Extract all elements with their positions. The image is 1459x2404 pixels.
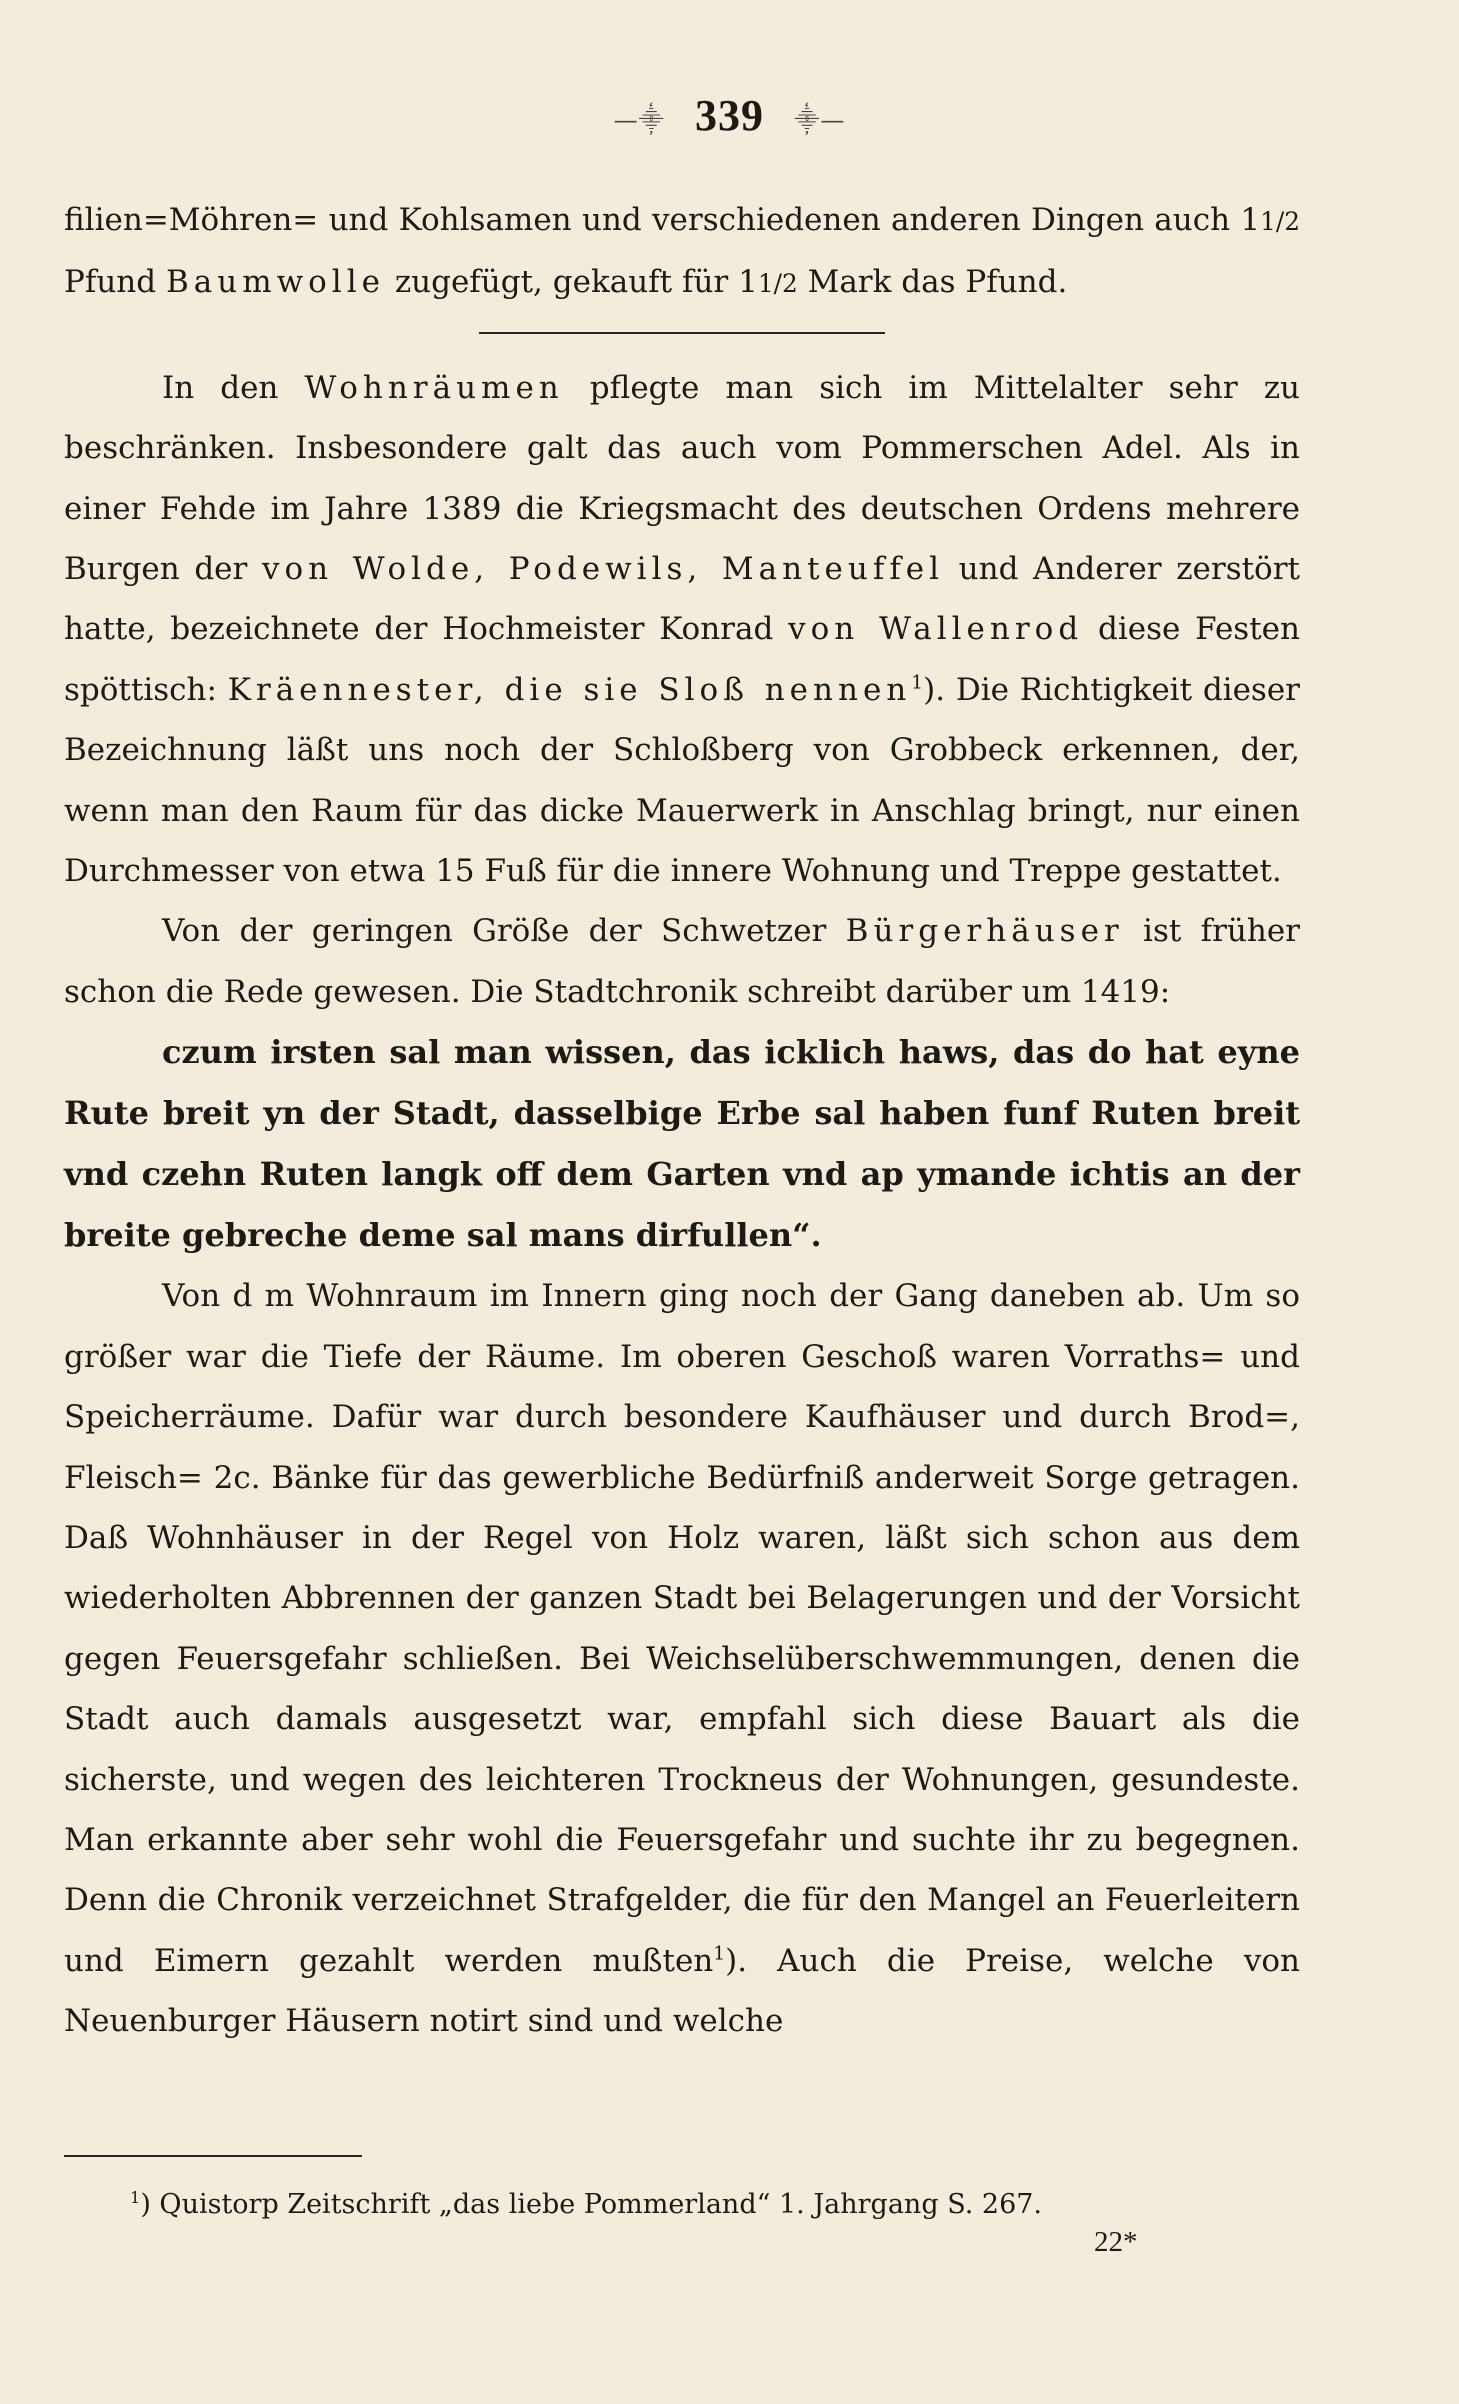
text-span: Von d m Wohnraum im Innern ging noch der Gang daneben ab. Um so größer war die Tiefe der Räume. Im oberen Geschoß waren Vorraths= und Speicherräume. Dafür war durch besondere Kaufhäuser und durch Brod=, Fleisch= 2c. Bänke für das gewerbliche Bedürfniß anderweit Sorge getragen. Daß Wohnhäuser in der Regel von Holz waren, läßt sich schon aus dem wiederholten Abbrennen der ganzen Stadt bei Belagerungen und der Vorsicht gegen Feuersgefahr schließen. Bei Weichselüberschwemmungen, denen die Stadt auch damals ausgesetzt war, empfahl sich diese Bauart als die sicherste, und wegen des leichteren Trockneus der Wohnungen, gesundeste. Man erkannte aber sehr wohl die Feuersgefahr und suchte ihr zu begegnen. Denn die Chronik verzeichnet Strafgelder, die für den Mangel an Feuerleitern und Eimern gezahlt werden mußten — [64, 1278, 1300, 1979]
text-span: Mark das Pfund. — [797, 264, 1068, 301]
text-span: filien=Möhren= und Kohlsamen und verschiedenen anderen Dingen auch 1 — [64, 202, 1261, 238]
text-span: diese Festen spöttisch: — [64, 611, 1300, 708]
fraction: 1/2 — [757, 269, 798, 299]
footnote-text: ) Quistorp Zeitschrift „das liebe Pommerland“ 1. Jahrgang S. 267. — [140, 2189, 1043, 2220]
footnote-reference: 1 — [911, 672, 924, 694]
text-span: Von der geringen Größe der Schwetzer — [162, 913, 846, 950]
text-span: Pfund — [64, 264, 166, 301]
footnote-divider — [64, 2155, 362, 2157]
paragraph-buergerhaeuser — [64, 901, 1300, 1022]
paragraph-wohnraum — [64, 1266, 1300, 2051]
emphasis-text: von Wolde, Podewils, Manteuffel — [261, 551, 945, 588]
text-span: ). Die Richtigkeit dieser Bezeichnung läßt uns noch der Schloßberg von Grobbeck erkennen, der, wenn man den Raum für das dicke Mauerwerk in Anschlag bringt, nur einen Durchmesser von etwa 15 Fuß für die innere Wohnung und Treppe gestattet. — [64, 671, 1301, 890]
signature-mark: 22* — [1094, 2226, 1138, 2258]
emphasis-text: Kräennester, die sie Sloß nennen — [227, 671, 912, 708]
right-ornament: ⸎— — [794, 105, 846, 134]
fraction: 1/2 — [1260, 207, 1300, 236]
footnote-reference: 1 — [713, 1943, 726, 1965]
emphasis-text: Wohnräumen — [304, 369, 564, 406]
footnote — [130, 2185, 1042, 2225]
left-ornament: —⸎ — [613, 105, 665, 134]
paragraph-wohnraeume — [64, 358, 1300, 902]
page-number: 339 — [695, 91, 764, 140]
text-span: ). Auch die Preise, welche von Neuenburger Häusern notirt sind und welche — [64, 1942, 1300, 2040]
emphasis-text: Bürgerhäuser — [845, 913, 1124, 950]
paragraph-continuation — [64, 190, 1300, 315]
main-text — [64, 190, 1300, 2052]
text-span: In den — [162, 369, 305, 406]
footnote-marker: 1 — [130, 2188, 141, 2207]
emphasis-text: von Wallenrod — [788, 611, 1084, 648]
text-span: ist früher schon die Rede gewesen. Die Stadtchronik schreibt darüber um 1419: — [64, 913, 1300, 1010]
emphasis-text: Baumwolle — [165, 264, 385, 301]
chronicle-quote: czum irsten sal man wissen, das icklich haws, das do hat eyne Rute breit yn der Stadt, dasselbige Erbe sal haben funf Ruten breit vnd czehn Ruten langk off dem Garten vnd ap ymande ichtis an der breite gebreche deme sal mans dirfullen“. — [64, 1033, 1300, 1255]
section-divider — [479, 332, 885, 334]
text-span: zugefügt, gekauft für 1 — [384, 264, 758, 301]
page-header — [0, 90, 1459, 141]
text-span: und Anderer zerstört hatte, bezeichnete der Hochmeister Konrad — [64, 551, 1300, 648]
text-span: pflegte man sich im Mittelalter sehr zu beschränken. Insbesondere galt das auch vom Pommerschen Adel. Als in einer Fehde im Jahre 1389 die Kriegsmacht des deutschen Ordens mehrere Burgen der — [64, 369, 1300, 588]
